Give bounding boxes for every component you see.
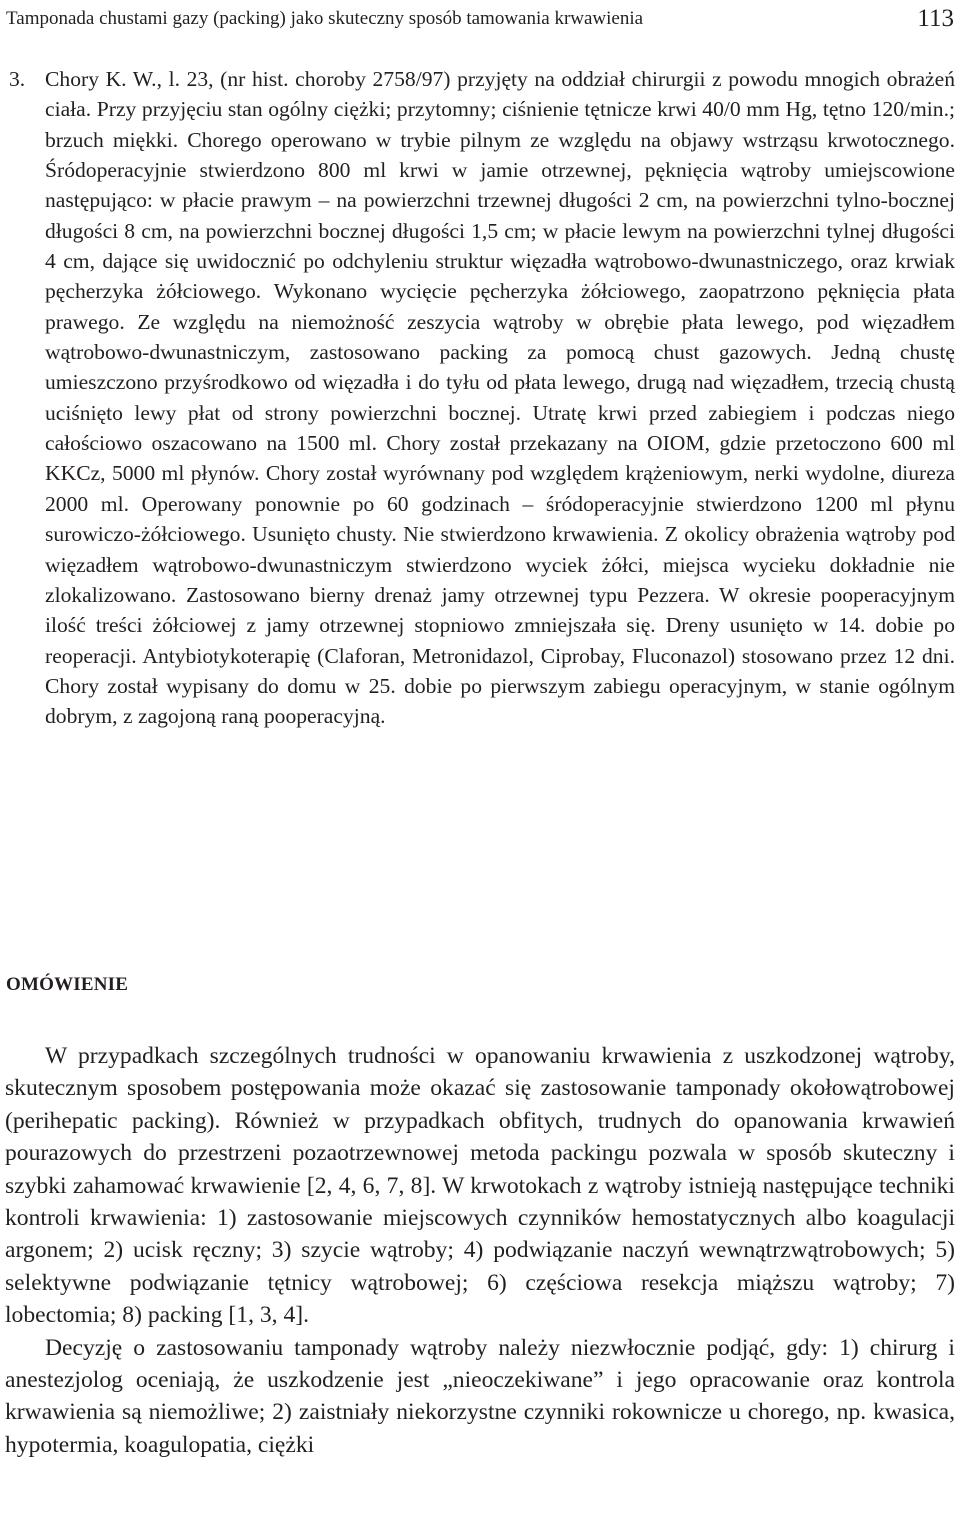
case-report <box>9 64 955 732</box>
discussion-body <box>5 1040 955 1461</box>
case-text: Chory K. W., l. 23, (nr hist. choroby 2758/97) przyjęty na oddział chirurgii z powodu mnogich obrażeń ciała. Przy przyjęciu stan ogólny ciężki; przytomny; ciśnienie tętnicze krwi 40/0 mm Hg, tętno 120/min.; brzuch miękki. Chorego operowano w trybie pilnym ze względu na objawy wstrząsu krwotocznego. Śródoperacyjnie stwierdzono 800 ml krwi w jamie otrzewnej, pęknięcia wątroby umiejscowione następująco: w płacie prawym – na powierzchni trzewnej długości 2 cm, na powierzchni tylno-bocznej długości 8 cm, na powierzchni bocznej długości 1,5 cm; w płacie lewym na powierzchni tylnej długości 4 cm, dające się uwidocznić po odchyleniu struktur więzadła wątrobowo-dwunastniczego, oraz krwiak pęcherzyka żółciowego. Wykonano wycięcie pęcherzyka żółciowego, zaopatrzono pęknięcia płata prawego. Ze względu na niemożność zeszycia wątroby w obrębie płata lewego, pod więzadłem wątrobowo-dwunastniczym, zastosowano packing za pomocą chust gazowych. Jedną chustę umieszczono przyśrodkowo od więzadła i do tyłu od płata lewego, drugą nad więzadłem, trzecią chustą uciśnięto lewy płat od strony powierzchni bocznej. Utratę krwi przed zabiegiem i podczas niego całościowo oszacowano na 1500 ml. Chory został przekazany na OIOM, gdzie przetoczono 600 ml KKCz, 5000 ml płynów. Chory został wyrównany pod względem krążeniowym, nerki wydolne, diureza 2000 ml. Operowany ponownie po 60 godzinach – śródoperacyjnie stwierdzono 1200 ml płynu surowiczo-żółciowego. Usunięto chusty. Nie stwierdzono krwawienia. Z okolicy obrażenia wątroby pod więzadłem wątrobowo-dwunastniczym stwierdzono wyciek żółci, miejsca wycieku dokładnie nie zlokalizowano. Zastosowano bierny drenaż jamy otrzewnej typu Pezzera. W okresie pooperacyjnym ilość treści żółciowej z jamy otrzewnej stopniowo zmniejszała się. Dreny usunięto w 14. dobie po reoperacji. Antybiotykoterapię (Claforan, Metronidazol, Ciprobay, Fluconazol) stosowano przez 12 dni. Chory został wypisany do domu w 25. dobie po pierwszym zabiegu operacyjnym, w stanie ogólnym dobrym, z zagojoną raną pooperacyjną. <box>45 67 955 729</box>
section-heading: OMÓWIENIE <box>6 974 129 995</box>
page-number: 113 <box>917 5 954 32</box>
discussion-paragraph-2: Decyzję o zastosowaniu tamponady wątroby należy niezwłocznie podjąć, gdy: 1) chirurg i anestezjolog oceniają, że uszkodzenie jest „nieoczekiwane” i jego opracowanie oraz kontrola krwawienia są niemożliwe; 2) zaistniały niekorzystne czynniki rokownicze u chorego, np. kwasica, hypotermia, koagulopatia, ciężki <box>5 1334 955 1458</box>
running-title: Tamponada chustami gazy (packing) jako skuteczny sposób tamowania krwawienia <box>6 8 644 29</box>
discussion-paragraph-1: W przypadkach szczególnych trudności w opanowaniu krwawienia z uszkodzonej wątroby, skutecznym sposobem postępowania może okazać się zastosowanie tamponady okołowątrobowej (perihepatic packing). Również w przypadkach obfitych, trudnych do opanowania krwawień pourazowych do przestrzeni pozaotrzewnowej metoda packingu pozwala w sposób skuteczny i szybki zahamować krwawienie [2, 4, 6, 7, 8]. W krwotokach z wątroby istnieją następujące techniki kontroli krwawienia: 1) zastosowanie miejscowych czynników hemostatycznych albo koagulacji argonem; 2) ucisk ręczny; 3) szycie wątroby; 4) podwiązanie naczyń wewnątrzwątrobowych; 5) selektywne podwiązanie tętnicy wątrobowej; 6) częściowa resekcja miąższu wątroby; 7) lobectomia; 8) packing [1, 3, 4]. <box>5 1043 955 1329</box>
case-number: 3. <box>9 67 26 91</box>
running-header <box>6 0 954 34</box>
